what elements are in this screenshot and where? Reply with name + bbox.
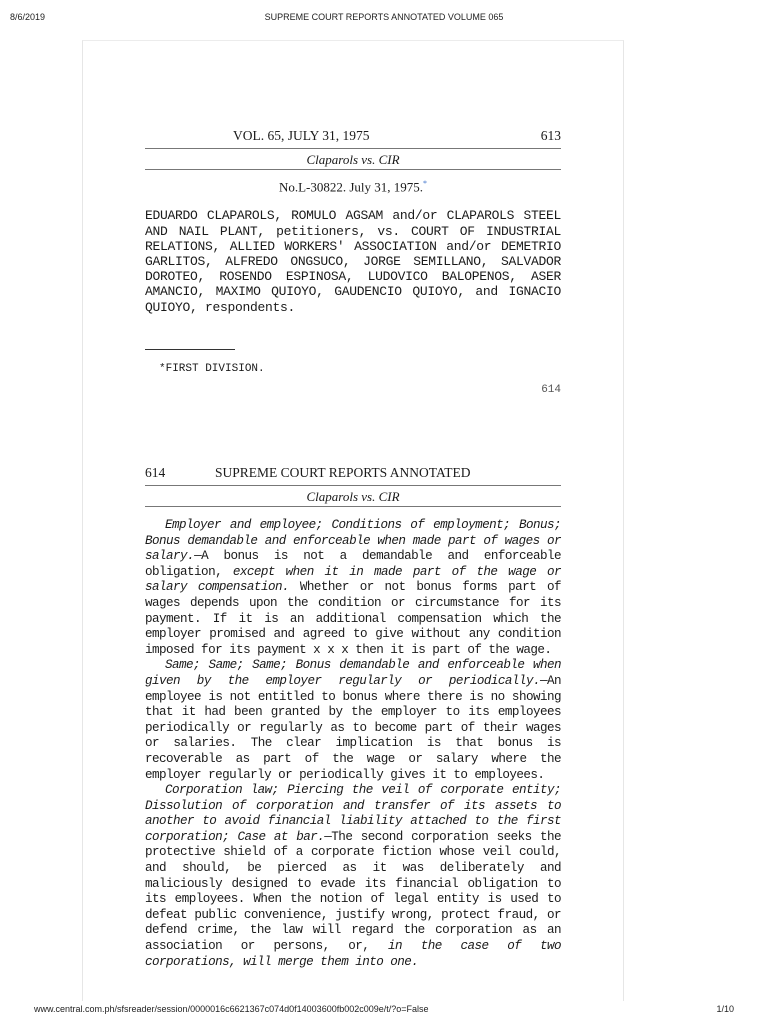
browser-print-footer bbox=[0, 1000, 768, 1024]
case-title: Claparols vs. CIR bbox=[306, 152, 400, 167]
print-url: www.central.com.ph/sfsreader/session/0000016c6621367c074d0f14003600fb002c009e/t/?o=False bbox=[34, 1004, 429, 1014]
next-page-ref: 614 bbox=[541, 383, 561, 396]
footnote-rule bbox=[145, 349, 235, 350]
running-header-614 bbox=[145, 465, 561, 483]
footnote-link[interactable]: * bbox=[423, 179, 428, 188]
page-number-614: 614 bbox=[145, 465, 166, 480]
print-title: SUPREME COURT REPORTS ANNOTATED VOLUME 065 bbox=[264, 12, 504, 22]
print-page-counter: 1/10 bbox=[716, 1004, 734, 1014]
reporter-title: SUPREME COURT REPORTS ANNOTATED bbox=[215, 465, 471, 480]
page-613 bbox=[145, 128, 561, 396]
syllabus-paragraph: Same; Same; Same; Bonus demandable and enforceable when given by the employer regularly or periodically.—An employee is not entitled to bonus where there is no showing that it had been granted by the employer to its employees periodically or regularly as to become part of their wages or salaries. The clear implication is that bonus is recoverable as part of the wage or salary where the employer regularly or periodically gives it to employees. bbox=[145, 658, 561, 782]
syllabus-paragraph: Employer and employee; Conditions of employment; Bonus; Bonus demandable and enforceable when made part of wages or salary.—A bonus is not a demandable and enforceable obligation, except when it in made part of the wage or salary compensation. Whether or not bonus forms part of wages depends upon the condition or circumstance for its payment. If it is an additional compensation which the employer promised and agreed to give without any condition imposed for its payment x x x then it is part of the wage. bbox=[145, 518, 562, 657]
browser-print-header bbox=[0, 0, 768, 26]
print-date: 8/6/2019 bbox=[10, 12, 46, 22]
header-rule-bottom bbox=[145, 169, 561, 170]
footnote: *FIRST DIVISION. bbox=[159, 362, 265, 375]
case-title-614: Claparols vs. CIR bbox=[306, 489, 400, 504]
page-number: 613 bbox=[540, 128, 561, 143]
running-header bbox=[145, 128, 561, 146]
page-614 bbox=[145, 465, 561, 970]
case-number-text: No.L-30822. July 31, 1975. bbox=[278, 179, 424, 195]
header-rule bbox=[145, 148, 561, 149]
header-rule-614-bottom bbox=[145, 506, 561, 507]
syllabus-paragraph: Corporation law; Piercing the veil of corporate entity; Dissolution of corporation and transfer of its assets to another to avoid financial liability attached to the first corporation; Case at bar.—The second corporation seeks the protective shield of a corporate fiction whose veil could, and should, be pierced as it was deliberately and maliciously designed to evade its financial obligation to its employees. When the notion of legal entity is used to defeat public convenience, justify wrong, protect fraud, or defend crime, the law will regard the corporation as an association or persons, or, in the case of two corporations, will merge them into one. bbox=[145, 783, 562, 969]
syllabus bbox=[145, 518, 561, 970]
case-parties: EDUARDO CLAPAROLS, ROMULO AGSAM and/or CLAPAROLS STEEL AND NAIL PLANT, petitioners, vs. COURT OF INDUSTRIAL RELATIONS, ALLIED WORKERS' ASSOCIATION and/or DEMETRIO GARLITOS, ALFREDO ONGSUCO, JORGE SEMILLANO, SALVADOR DOROTEO, ROSENDO ESPINOSA, LUDOVICO BALOPENOS, ASER AMANCIO, MAXIMO QUIOYO, GAUDENCIO QUIOYO, and IGNACIO QUIOYO, respondents. bbox=[145, 208, 561, 315]
volume-line: VOL. 65, JULY 31, 1975 bbox=[233, 128, 370, 143]
case-number bbox=[145, 179, 561, 195]
header-rule-614 bbox=[145, 485, 561, 486]
